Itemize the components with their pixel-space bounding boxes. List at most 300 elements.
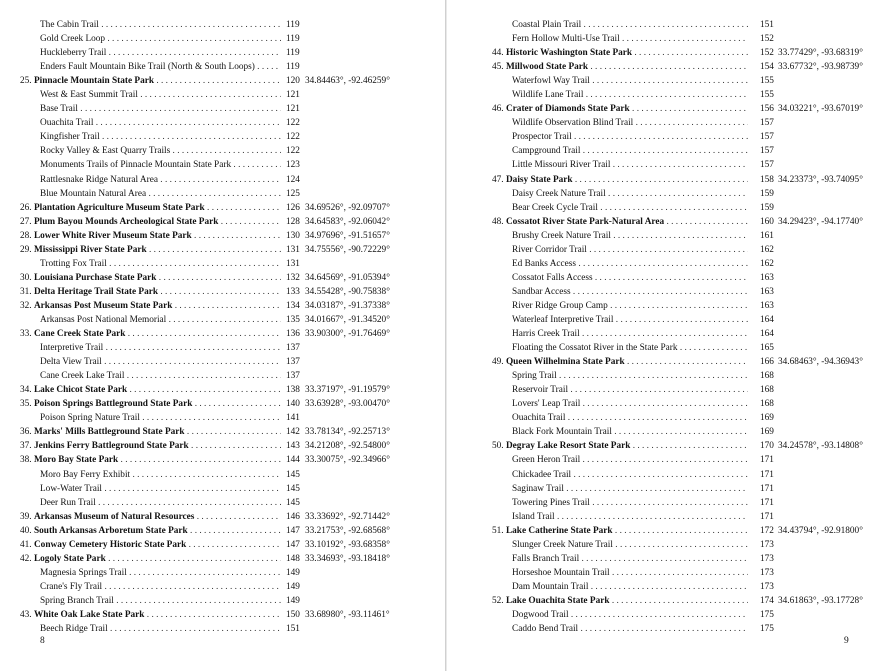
entry-page-number: 136 xyxy=(286,329,300,340)
entry-page-number: 131 xyxy=(286,244,300,255)
entry-title xyxy=(512,453,748,467)
entry-page-number: 121 xyxy=(286,90,300,101)
toc-trail-entry xyxy=(447,425,894,439)
entry-title xyxy=(492,102,748,116)
entry-title xyxy=(40,173,281,187)
entry-title xyxy=(20,229,281,243)
entry-name: Spring Trail xyxy=(512,371,557,382)
toc-trail-entry xyxy=(0,313,445,327)
toc-park-entry xyxy=(0,425,445,439)
entry-name: Pinnacle Mountain State Park xyxy=(33,76,155,87)
entry-page-number: 151 xyxy=(286,624,300,635)
toc-park-entry xyxy=(0,299,445,313)
park-number: 43. xyxy=(20,609,32,620)
toc-park-entry xyxy=(447,594,894,608)
entry-name: River Corridor Trail xyxy=(512,244,587,255)
entry-title xyxy=(20,243,281,257)
entry-title xyxy=(40,341,281,355)
entry-name: Lovers' Leap Trail xyxy=(512,399,581,410)
entry-name: Enders Fault Mountain Bike Trail (North & South Loops) xyxy=(40,62,255,73)
entry-name: Arkansas Post Museum State Park xyxy=(33,300,173,311)
entry-page-number: 155 xyxy=(760,76,774,87)
entry-name: Interpretive Trail xyxy=(40,343,104,354)
entry-page-number: 122 xyxy=(286,118,300,129)
entry-name: Dam Mountain Trail xyxy=(512,581,589,592)
park-number: 25. xyxy=(20,76,32,87)
toc-trail-entry xyxy=(447,397,894,411)
entry-name: Blue Mountain Natural Area xyxy=(40,188,147,199)
entry-page-number: 159 xyxy=(760,202,774,213)
entry-title xyxy=(512,271,748,285)
gps-coordinates: 34.24578°, -93.14808° xyxy=(778,441,863,452)
entry-title xyxy=(40,580,281,594)
entry-page-number: 134 xyxy=(286,300,300,311)
entry-name: Base Trail xyxy=(40,104,78,115)
entry-page-number: 166 xyxy=(760,357,774,368)
entry-name: Little Missouri River Trail xyxy=(512,160,611,171)
entry-title xyxy=(512,32,748,46)
entry-title xyxy=(512,285,748,299)
park-number: 28. xyxy=(20,230,32,241)
entry-name: Bear Creek Cycle Trail xyxy=(512,202,598,213)
entry-title xyxy=(512,341,748,355)
entry-title xyxy=(20,201,281,215)
park-number: 42. xyxy=(20,553,32,564)
entry-title xyxy=(40,355,281,369)
toc-trail-entry xyxy=(0,355,445,369)
entry-name: Towering Pines Trail xyxy=(512,497,590,508)
toc-trail-entry xyxy=(447,243,894,257)
park-number: 26. xyxy=(20,202,32,213)
entry-title xyxy=(40,257,281,271)
entry-title xyxy=(20,425,281,439)
entry-page-number: 119 xyxy=(286,48,300,59)
entry-title xyxy=(512,425,748,439)
entry-name: Moro Bay Ferry Exhibit xyxy=(40,469,131,480)
entry-title xyxy=(512,369,748,383)
entry-name: Marks' Mills Battleground State Park xyxy=(33,427,185,438)
entry-page-number: 122 xyxy=(286,146,300,157)
entry-page-number: 162 xyxy=(760,244,774,255)
gps-coordinates: 34.68463°, -94.36943° xyxy=(778,357,863,368)
entry-page-number: 164 xyxy=(760,314,774,325)
toc-trail-entry xyxy=(447,271,894,285)
entry-title xyxy=(512,158,748,172)
entry-page-number: 154 xyxy=(760,62,774,73)
toc-park-entry xyxy=(447,60,894,74)
page-number-right: 9 xyxy=(844,636,849,646)
entry-name: Horseshoe Mountain Trail xyxy=(512,567,610,578)
toc-trail-entry xyxy=(447,285,894,299)
toc-trail-entry xyxy=(447,580,894,594)
entry-page-number: 171 xyxy=(760,483,774,494)
entry-name: Arkansas Museum of Natural Resources xyxy=(33,511,195,522)
toc-park-entry xyxy=(447,102,894,116)
entry-name: Prospector Trail xyxy=(512,132,572,143)
entry-name: Delta View Trail xyxy=(40,357,102,368)
entry-title xyxy=(512,383,748,397)
entry-title xyxy=(512,411,748,425)
toc-trail-entry xyxy=(0,88,445,102)
entry-title xyxy=(40,496,281,510)
entry-name: Wildlife Observation Blind Trail xyxy=(512,118,634,129)
entry-name: Black Fork Mountain Trail xyxy=(512,427,612,438)
entry-title xyxy=(40,594,281,608)
entry-title xyxy=(512,510,748,524)
gps-coordinates: 34.29423°, -94.17740° xyxy=(778,216,863,227)
toc-park-entry xyxy=(0,271,445,285)
toc-trail-entry xyxy=(447,341,894,355)
toc-list-right xyxy=(447,18,894,636)
entry-name: Lake Chicot State Park xyxy=(33,385,128,396)
entry-name: Magnesia Springs Trail xyxy=(40,567,127,578)
entry-title xyxy=(512,622,748,636)
entry-name: Queen Wilhelmina State Park xyxy=(505,357,625,368)
entry-page-number: 169 xyxy=(760,427,774,438)
entry-name: Kingfisher Trail xyxy=(40,132,100,143)
entry-name: Ed Banks Access xyxy=(512,258,577,269)
entry-page-number: 147 xyxy=(286,539,300,550)
toc-park-entry xyxy=(447,355,894,369)
entry-title xyxy=(40,482,281,496)
toc-trail-entry xyxy=(0,341,445,355)
toc-trail-entry xyxy=(0,187,445,201)
entry-title xyxy=(492,524,748,538)
toc-trail-entry xyxy=(0,32,445,46)
entry-page-number: 174 xyxy=(760,595,774,606)
entry-page-number: 165 xyxy=(760,343,774,354)
entry-page-number: 175 xyxy=(760,624,774,635)
entry-page-number: 175 xyxy=(760,609,774,620)
entry-page-number: 173 xyxy=(760,539,774,550)
toc-park-entry xyxy=(0,538,445,552)
entry-title xyxy=(40,144,281,158)
gps-coordinates: 34.03221°, -93.67019° xyxy=(778,104,863,115)
entry-page-number: 149 xyxy=(286,567,300,578)
gps-coordinates: 34.75556°, -90.72229° xyxy=(305,244,390,255)
toc-trail-entry xyxy=(0,622,445,636)
toc-trail-entry xyxy=(0,566,445,580)
page-number-left: 8 xyxy=(40,636,45,646)
park-number: 44. xyxy=(492,48,504,59)
entry-name: Beech Ridge Trail xyxy=(40,624,108,635)
toc-park-entry xyxy=(0,510,445,524)
toc-trail-entry xyxy=(447,18,894,32)
entry-page-number: 122 xyxy=(286,132,300,143)
gps-coordinates: 34.84463°, -92.46259° xyxy=(305,76,390,87)
toc-trail-entry xyxy=(447,482,894,496)
toc-trail-entry xyxy=(0,496,445,510)
entry-title xyxy=(40,566,281,580)
toc-trail-entry xyxy=(0,46,445,60)
toc-trail-entry xyxy=(447,496,894,510)
entry-page-number: 169 xyxy=(760,413,774,424)
entry-title xyxy=(492,46,748,60)
park-number: 30. xyxy=(20,272,32,283)
park-number: 37. xyxy=(20,441,32,452)
toc-trail-entry xyxy=(0,468,445,482)
entry-title xyxy=(512,482,748,496)
entry-page-number: 137 xyxy=(286,371,300,382)
gps-coordinates: 34.23373°, -93.74095° xyxy=(778,174,863,185)
entry-name: Lower White River Museum State Park xyxy=(33,230,192,241)
entry-page-number: 145 xyxy=(286,469,300,480)
entry-page-number: 161 xyxy=(760,230,774,241)
gps-coordinates: 34.61863°, -93.17728° xyxy=(778,595,863,606)
entry-name: Louisiana Purchase State Park xyxy=(33,272,157,283)
gps-coordinates: 34.55428°, -90.75838° xyxy=(305,286,390,297)
entry-title xyxy=(492,594,748,608)
entry-name: Daisy State Park xyxy=(505,174,573,185)
entry-name: Delta Heritage Trail State Park xyxy=(33,286,159,297)
entry-page-number: 142 xyxy=(286,427,300,438)
entry-name: Conway Cemetery Historic State Park xyxy=(33,539,187,550)
toc-park-entry xyxy=(447,46,894,60)
entry-name: Falls Branch Trail xyxy=(512,553,580,564)
entry-name: Rocky Valley & East Quarry Trails xyxy=(40,146,171,157)
entry-name: West & East Summit Trail xyxy=(40,90,138,101)
entry-page-number: 171 xyxy=(760,455,774,466)
entry-title xyxy=(40,46,281,60)
entry-name: Ouachita Trail xyxy=(512,413,566,424)
gps-coordinates: 34.03187°, -91.37338° xyxy=(305,300,390,311)
toc-park-entry xyxy=(0,608,445,622)
entry-title xyxy=(492,439,748,453)
entry-name: Huckleberry Trail xyxy=(40,48,107,59)
entry-title xyxy=(492,215,748,229)
toc-trail-entry xyxy=(447,144,894,158)
entry-title xyxy=(40,18,281,32)
toc-park-entry xyxy=(0,229,445,243)
gps-coordinates: 33.33692°, -92.71442° xyxy=(305,511,390,522)
entry-page-number: 132 xyxy=(286,272,300,283)
toc-trail-entry xyxy=(0,173,445,187)
toc-trail-entry xyxy=(447,453,894,467)
entry-title xyxy=(512,538,748,552)
toc-trail-entry xyxy=(447,32,894,46)
entry-page-number: 157 xyxy=(760,146,774,157)
entry-name: Logoly State Park xyxy=(33,553,106,564)
entry-page-number: 173 xyxy=(760,567,774,578)
toc-park-entry xyxy=(447,215,894,229)
entry-title xyxy=(20,383,281,397)
entry-title xyxy=(512,18,748,32)
park-number: 46. xyxy=(492,104,504,115)
toc-park-entry xyxy=(0,243,445,257)
entry-title xyxy=(512,130,748,144)
entry-name: Mississippi River State Park xyxy=(33,244,147,255)
gps-coordinates: 33.63928°, -93.00470° xyxy=(305,399,390,410)
entry-title xyxy=(492,355,748,369)
entry-page-number: 128 xyxy=(286,216,300,227)
park-number: 38. xyxy=(20,455,32,466)
entry-title xyxy=(20,510,281,524)
entry-title xyxy=(40,102,281,116)
toc-park-entry xyxy=(0,215,445,229)
entry-page-number: 171 xyxy=(760,497,774,508)
entry-name: Cane Creek State Park xyxy=(33,329,126,340)
entry-name: Ouachita Trail xyxy=(40,118,94,129)
toc-trail-entry xyxy=(0,158,445,172)
entry-name: Sandbar Access xyxy=(512,286,571,297)
entry-page-number: 119 xyxy=(286,20,300,30)
entry-page-number: 173 xyxy=(760,581,774,592)
entry-page-number: 155 xyxy=(760,90,774,101)
park-number: 35. xyxy=(20,399,32,410)
entry-name: The Cabin Trail xyxy=(40,20,99,30)
toc-trail-entry xyxy=(447,510,894,524)
entry-page-number: 157 xyxy=(760,160,774,171)
entry-page-number: 159 xyxy=(760,188,774,199)
toc-park-entry xyxy=(447,173,894,187)
gps-coordinates: 33.67732°, -93.98739° xyxy=(778,62,863,73)
entry-title xyxy=(20,74,281,88)
park-number: 27. xyxy=(20,216,32,227)
entry-name: Poison Springs Battleground State Park xyxy=(33,399,193,410)
entry-page-number: 170 xyxy=(760,441,774,452)
entry-title xyxy=(512,243,748,257)
entry-title xyxy=(512,144,748,158)
entry-page-number: 168 xyxy=(760,371,774,382)
entry-title xyxy=(512,116,748,130)
entry-name: Waterfowl Way Trail xyxy=(512,76,590,87)
toc-park-entry xyxy=(0,439,445,453)
toc-trail-entry xyxy=(0,257,445,271)
toc-trail-entry xyxy=(0,130,445,144)
park-number: 34. xyxy=(20,385,32,396)
entry-page-number: 138 xyxy=(286,385,300,396)
toc-trail-entry xyxy=(447,187,894,201)
entry-title xyxy=(20,439,281,453)
entry-page-number: 148 xyxy=(286,553,300,564)
toc-trail-entry xyxy=(447,468,894,482)
entry-title xyxy=(20,327,281,341)
entry-page-number: 152 xyxy=(760,48,774,59)
entry-title xyxy=(20,397,281,411)
toc-trail-entry xyxy=(447,229,894,243)
toc-trail-entry xyxy=(447,566,894,580)
entry-page-number: 157 xyxy=(760,118,774,129)
entry-name: Jenkins Ferry Battleground State Park xyxy=(33,441,189,452)
gps-coordinates: 33.34693°, -93.18418° xyxy=(305,553,390,564)
entry-page-number: 160 xyxy=(760,216,774,227)
entry-page-number: 145 xyxy=(286,497,300,508)
entry-name: Historic Washington State Park xyxy=(505,48,633,59)
entry-title xyxy=(512,496,748,510)
entry-page-number: 119 xyxy=(286,34,300,45)
toc-trail-entry xyxy=(447,116,894,130)
toc-trail-entry xyxy=(447,608,894,622)
entry-name: Low-Water Trail xyxy=(40,483,102,494)
entry-page-number: 150 xyxy=(286,609,300,620)
toc-trail-entry xyxy=(447,369,894,383)
park-number: 50. xyxy=(492,441,504,452)
entry-name: Cane Creek Lake Trail xyxy=(40,371,125,382)
entry-page-number: 151 xyxy=(760,20,774,30)
entry-name: Waterleaf Interpretive Trail xyxy=(512,314,614,325)
entry-title xyxy=(512,552,748,566)
entry-name: Moro Bay State Park xyxy=(33,455,119,466)
toc-trail-entry xyxy=(0,580,445,594)
toc-trail-entry xyxy=(0,411,445,425)
entry-title xyxy=(512,397,748,411)
entry-name: Degray Lake Resort State Park xyxy=(505,441,631,452)
entry-page-number: 168 xyxy=(760,385,774,396)
toc-park-entry xyxy=(0,552,445,566)
park-number: 52. xyxy=(492,595,504,606)
gps-coordinates: 33.30075°, -92.34966° xyxy=(305,455,390,466)
park-number: 48. xyxy=(492,216,504,227)
entry-name: Floating the Cossatot River in the State Park xyxy=(512,343,678,354)
entry-name: Chickadee Trail xyxy=(512,469,572,480)
entry-name: Spring Branch Trail xyxy=(40,595,114,606)
entry-page-number: 125 xyxy=(286,188,300,199)
entry-page-number: 126 xyxy=(286,202,300,213)
entry-page-number: 163 xyxy=(760,286,774,297)
entry-page-number: 171 xyxy=(760,511,774,522)
entry-page-number: 137 xyxy=(286,357,300,368)
entry-page-number: 164 xyxy=(760,329,774,340)
entry-page-number: 149 xyxy=(286,581,300,592)
entry-title xyxy=(20,215,281,229)
entry-name: Slunger Creek Nature Trail xyxy=(512,539,613,550)
entry-page-number: 130 xyxy=(286,230,300,241)
entry-page-number: 140 xyxy=(286,399,300,410)
toc-trail-entry xyxy=(447,158,894,172)
entry-name: Trotting Fox Trail xyxy=(40,258,107,269)
entry-page-number: 163 xyxy=(760,300,774,311)
toc-trail-entry xyxy=(447,299,894,313)
toc-trail-entry xyxy=(0,60,445,74)
park-number: 49. xyxy=(492,357,504,368)
park-number: 41. xyxy=(20,539,32,550)
entry-page-number: 147 xyxy=(286,525,300,536)
toc-park-entry xyxy=(0,453,445,467)
park-number: 40. xyxy=(20,525,32,536)
entry-name: Green Heron Trail xyxy=(512,455,581,466)
entry-name: Island Trail xyxy=(512,511,555,522)
entry-page-number: 133 xyxy=(286,286,300,297)
toc-park-entry xyxy=(0,524,445,538)
entry-page-number: 144 xyxy=(286,455,300,466)
entry-title xyxy=(40,187,281,201)
gps-coordinates: 33.77429°, -93.68319° xyxy=(778,48,863,59)
entry-title xyxy=(512,257,748,271)
park-number: 36. xyxy=(20,427,32,438)
entry-name: South Arkansas Arboretum State Park xyxy=(33,525,188,536)
entry-page-number: 119 xyxy=(286,62,300,73)
entry-page-number: 162 xyxy=(760,258,774,269)
entry-title xyxy=(40,116,281,130)
toc-trail-entry xyxy=(0,102,445,116)
park-number: 31. xyxy=(20,286,32,297)
entry-name: Crater of Diamonds State Park xyxy=(505,104,630,115)
toc-trail-entry xyxy=(447,622,894,636)
left-page xyxy=(0,0,446,671)
entry-name: Rattlesnake Ridge Natural Area xyxy=(40,174,158,185)
toc-trail-entry xyxy=(447,327,894,341)
entry-name: Brushy Creek Nature Trail xyxy=(512,230,611,241)
gps-coordinates: 34.69526°, -92.09707° xyxy=(305,202,390,213)
entry-name: Crane's Fly Trail xyxy=(40,581,103,592)
entry-name: Saginaw Trail xyxy=(512,483,564,494)
gps-coordinates: 33.21753°, -92.68568° xyxy=(305,525,390,536)
entry-title xyxy=(512,608,748,622)
park-number: 33. xyxy=(20,329,32,340)
toc-trail-entry xyxy=(0,116,445,130)
toc-trail-entry xyxy=(447,538,894,552)
gps-coordinates: 34.64583°, -92.06042° xyxy=(305,216,390,227)
